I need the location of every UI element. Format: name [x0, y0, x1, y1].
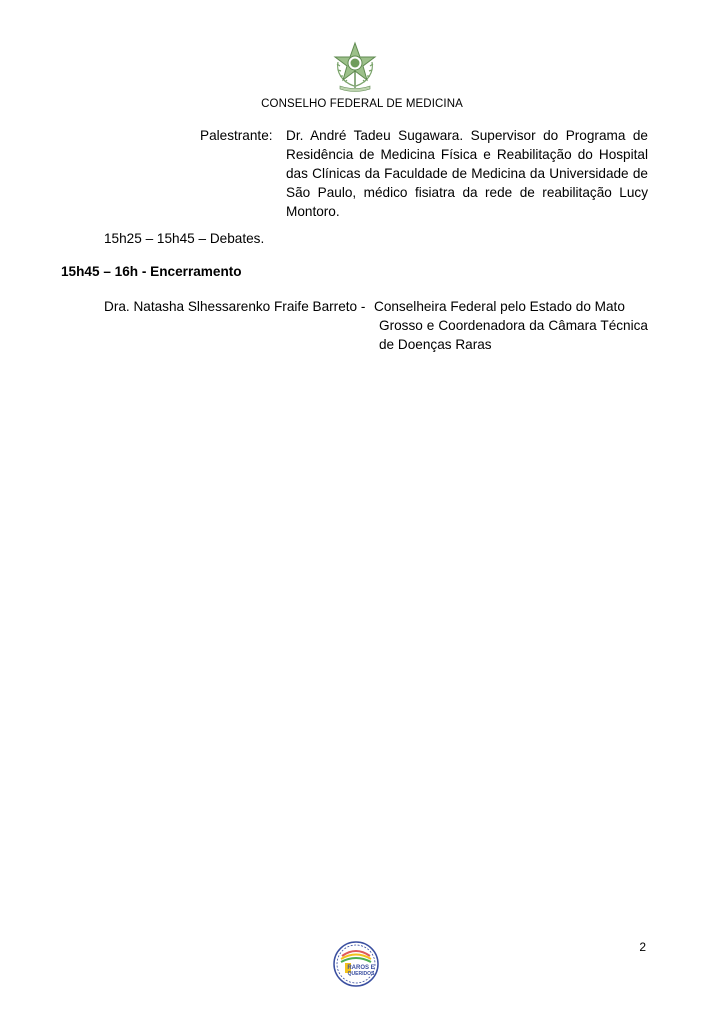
speaker-description: Dr. André Tadeu Sugawara. Supervisor do Programa de Residência de Medicina Física e Reabilitação do Hospital das Clínicas da Faculdade de Medicina da Universidade de São Paulo, médico fisiatra da rede de reabilitação Lucy Montoro. [286, 128, 648, 219]
closing-speaker-name: Dra. Natasha Slhessarenko Fraife Barreto - [104, 299, 366, 314]
raros-e-queridos-seal-icon [333, 941, 379, 987]
seal-text-line2: QUERIDOS [347, 971, 375, 977]
header-organization: CONSELHO FEDERAL DE MEDICINA [261, 98, 463, 110]
closing-role-rest: Grosso e Coordenadora da Câmara Técnica de Doenças Raras [379, 318, 648, 352]
brazil-coat-of-arms-icon [330, 40, 380, 92]
page-number: 2 [639, 940, 646, 954]
closing-role-first-line: Conselheira Federal pelo Estado do Mato [374, 299, 625, 314]
closing-title: 15h45 – 16h - Encerramento [61, 264, 242, 279]
debates-line: 15h25 – 15h45 – Debates. [104, 231, 265, 246]
seal-text-line1: RAROS E [347, 965, 375, 971]
speaker-label: Palestrante: [200, 128, 273, 143]
